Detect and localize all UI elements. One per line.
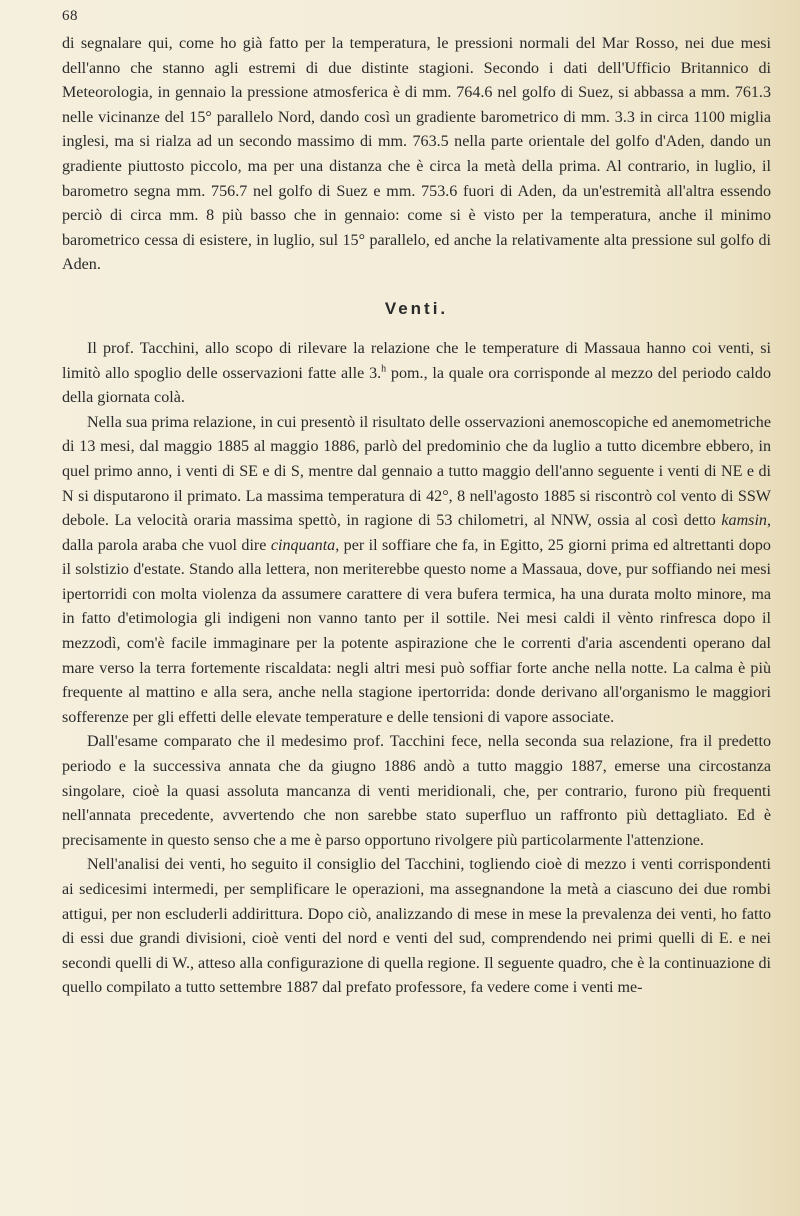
paragraph-pressure: di segnalare qui, come ho già fatto per la temperatura, le pressioni normali del Mar Rosso, nei due mesi dell'anno che stanno agli estremi di due distinte stagioni. Secondo i dati dell'Ufficio Britannico di Meteorologia, in gennaio la pressione atmosferica è di mm. 764.6 nel golfo di Suez, si abbassa a mm. 761.3 nelle vicinanze del 15° parallelo Nord, dando così un gradiente barometrico di mm. 3.3 in circa 1100 miglia inglesi, ma si rialza ad un secondo massimo di mm. 763.5 nella parte orientale del golfo d'Aden, dando un gradiente piuttosto piccolo, ma per una distanza che è circa la metà della prima. Al contrario, in luglio, il barometro segna mm. 756.7 nel golfo di Suez e mm. 753.6 fuori di Aden, da un'estremità all'altra essendo perciò di circa mm. 8 più basso che in gennaio: come si è visto per la temperatura, anche il minimo barometrico cessa di esistere, in luglio, sul 15° parallelo, ed anche la relativamente alta pressione sul golfo di Aden.: [62, 35, 771, 274]
paragraph-text: Nella sua prima relazione, in cui presentò il risultato delle osservazioni anemoscopiche ed anemometriche di 13 mesi, dal maggio 1885 al maggio 1886, parlò del predominio che da luglio a tutto dicembre ebbero, in quel primo anno, i venti di SE e di S, mentre dal gennaio a tutto maggio dell'anno seguente i venti di NE e di N si disputarono il primato. La massima temperatura di 42°, 8 nell'agosto 1885 si riscontrò col vento di SSW debole. La velocità oraria massima spettò, in ragione di 53 chilometri, al NNW, ossia al così detto: [62, 413, 771, 530]
paragraph-comparison: Dall'esame comparato che il medesimo prof. Tacchini fece, nella seconda sua relazione, fra il predetto periodo e la successiva annata che da giugno 1886 andò a tutto maggio 1887, emerse una circostanza singolare, cioè la quasi assoluta mancanza di venti meridionali, che, per contrario, furono più frequenti nell'annata precedente, avvertendo che non sarebbe stato superfluo un raffronto più dettagliato. Ed è precisamente in questo senso che a me è parso opportuno rivolgere più particolarmente l'attenzione.: [62, 733, 771, 849]
paragraph-analysis: Nell'analisi dei venti, ho seguito il consiglio del Tacchini, togliendo cioè di mezzo i venti corrispondenti ai sedicesimi intermedi, per semplificare le operazioni, ma assegnandone la metà a ciascuno dei due rombi attigui, per non escluderli addirittura. Dopo ciò, analizzando di mese in mese la prevalenza dei venti, ho fatto di essi due grandi divisioni, cioè venti del nord e venti del sud, comprendendo nei primi quelli di E. e nei secondi quelli di W., atteso alla configurazione di quella regione. Il seguente quadro, che è la continuazione di quello compilato a tutto settembre 1887 dal prefato professore, fa vedere come i venti me-: [62, 856, 771, 997]
body-text: [62, 32, 771, 1001]
page-number: 68: [62, 8, 78, 24]
paragraph-text: Il prof. Tacchini, allo scopo di rilevare la relazione che le temperature di Massaua hanno coi venti, si limitò allo spoglio delle osservazioni fatte alle 3.: [62, 339, 771, 382]
section-heading: Venti.: [384, 298, 449, 318]
paragraph-text: , dalla parola araba che vuol dire: [62, 512, 771, 554]
paragraph-text: pom., la quale ora corrisponde al mezzo del periodo caldo della giornata colà.: [62, 364, 771, 407]
superscript-hour: h: [381, 363, 387, 375]
paragraph-text: , per il soffiare che fa, in Egitto, 25 giorni prima ed altrettanti dopo il solstizio d'estate. Stando alla lettera, non meriterebbe questo nome a Massaua, dove, pur soffiando nei mesi ipertorridi con molta violenza da assumere carattere di vera bufera termica, ha una durata molto minore, ma in fatto d'etimologia gli indigeni non vanno tanto per il sottile. Nei mesi caldi il vènto rinfresca dopo il mezzodì, com'è facile immaginare per la potente aspirazione che le correnti d'aria ascendenti operano dal mare verso la terra fortemente riscaldata: negli altri mesi può soffiar forte anche nella notte. La calma è più frequente al mattino e alla sera, anche nella stagione ipertorrida: donde derivano all'organismo le maggiori sofferenze per gli effetti delle elevate temperature e delle tensioni di vapore associate.: [62, 536, 771, 726]
term-cinquanta: cinquanta: [270, 536, 336, 554]
paragraph-first-report: [62, 411, 771, 731]
paragraph-tacchini: [62, 337, 771, 411]
term-kamsin: kamsin: [721, 512, 767, 530]
